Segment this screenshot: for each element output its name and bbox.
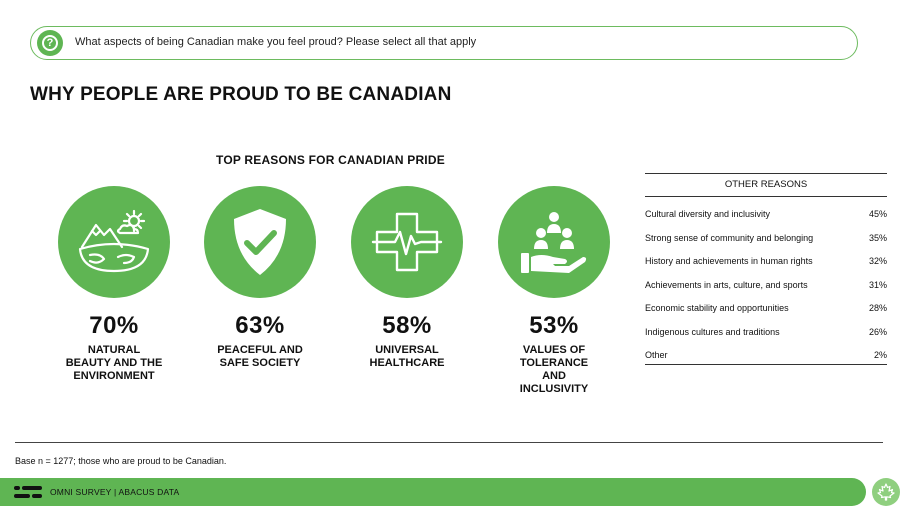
other-reasons-header: OTHER REASONS [645, 173, 887, 197]
reason-label: PEACEFUL AND SAFE SOCIETY [217, 344, 303, 369]
reason-card-tolerance [479, 186, 629, 396]
row-label: Indigenous cultures and traditions [645, 326, 780, 337]
table-row [645, 274, 887, 298]
shield-check-icon [204, 186, 316, 298]
base-note: Base n = 1277; those who are proud to be Canadian. [15, 456, 227, 466]
maple-leaf-icon [872, 478, 900, 506]
other-reasons-table [645, 173, 887, 365]
row-value: 2% [873, 350, 887, 360]
row-label: Achievements in arts, culture, and sports [645, 279, 808, 290]
reason-percent: 70% [89, 312, 139, 339]
row-label: Other [645, 350, 668, 360]
reason-percent: 58% [382, 312, 432, 339]
table-row [645, 321, 887, 345]
reason-label: UNIVERSAL HEALTHCARE [369, 344, 445, 369]
row-value: 45% [868, 209, 887, 219]
table-row [645, 203, 887, 227]
section-subtitle: TOP REASONS FOR CANADIAN PRIDE [216, 153, 445, 167]
page-title: WHY PEOPLE ARE PROUD TO BE CANADIAN [30, 84, 452, 105]
reason-label: VALUES OF TOLERANCE AND INCLUSIVITY [519, 344, 589, 395]
reason-label: NATURAL BEAUTY AND THE ENVIRONMENT [65, 344, 163, 382]
row-value: 26% [868, 326, 887, 337]
row-value: 28% [868, 303, 887, 313]
table-row [645, 227, 887, 251]
question-icon: ? [37, 30, 63, 56]
row-value: 32% [868, 256, 887, 266]
table-row [645, 297, 887, 321]
row-value: 35% [868, 232, 887, 243]
row-value: 31% [868, 279, 887, 290]
reason-card-healthcare [332, 186, 482, 370]
table-row [645, 346, 887, 365]
table-row [645, 250, 887, 274]
row-label: Cultural diversity and inclusivity [645, 209, 771, 219]
question-text: What aspects of being Canadian make you feel proud? Please select all that apply [75, 36, 477, 48]
people-hand-icon [498, 186, 610, 298]
reason-card-nature [39, 186, 189, 383]
landscape-icon [58, 186, 170, 298]
row-label: Economic stability and opportunities [645, 303, 789, 313]
reason-percent: 53% [529, 312, 579, 339]
medical-cross-icon [351, 186, 463, 298]
reason-card-peaceful [185, 186, 335, 370]
reason-percent: 63% [235, 312, 285, 339]
question-bar [30, 26, 858, 60]
divider [15, 442, 883, 443]
abacus-logo-icon [14, 485, 42, 499]
row-label: History and achievements in human rights [645, 256, 813, 266]
footer-text: OMNI SURVEY | ABACUS DATA [50, 487, 180, 497]
footer-bar [0, 478, 866, 506]
row-label: Strong sense of community and belonging [645, 232, 814, 243]
